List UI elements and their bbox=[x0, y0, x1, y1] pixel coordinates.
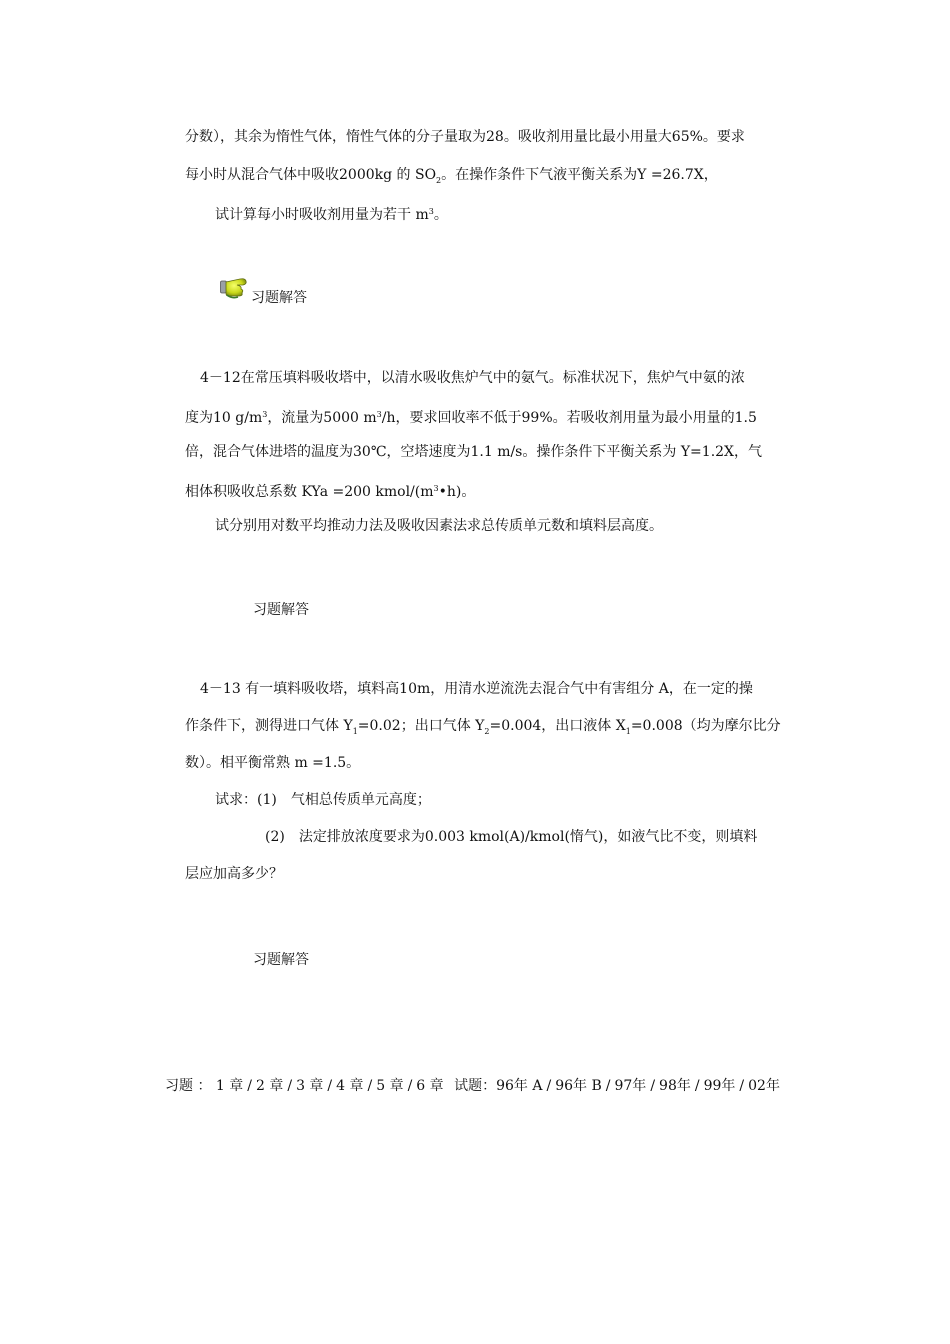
intro-line-2 bbox=[185, 165, 718, 191]
kya-m3-superscript: 3 bbox=[433, 484, 439, 493]
problem-13-line-2-a: 作条件下，测得进口气体 Y bbox=[185, 718, 353, 734]
problem-13-line-4: 试求：(1) 气相总传质单元高度； bbox=[215, 792, 431, 808]
footer-exams-label: 试题： bbox=[454, 1078, 497, 1094]
problem-13-line-3: 数）。相平衡常熟 m =1.5。 bbox=[185, 755, 361, 771]
problem-13-line-2-c: =0.004，出口液体 X bbox=[489, 718, 626, 734]
exam-97-link[interactable]: 97年 bbox=[614, 1078, 647, 1094]
so2-subscript: 2 bbox=[436, 176, 442, 185]
chapter-4-link[interactable]: 4 章 bbox=[336, 1078, 364, 1094]
intro-line-2-text-a: 每小时从混合气体中吸收2000kg 的 SO bbox=[185, 167, 437, 183]
problem-13-line-2-d: =0.008（均为摩尔比分 bbox=[630, 718, 781, 734]
exam-96a-link[interactable]: 96年 A bbox=[496, 1078, 543, 1094]
problem-12-line-4-a: 相体积吸收总系数 KYa =200 kmol/(m bbox=[185, 484, 434, 500]
problem-13-line-2 bbox=[185, 716, 781, 742]
exam-02-link[interactable]: 02年 bbox=[748, 1078, 780, 1094]
chapter-1-link[interactable]: 1 章 bbox=[215, 1078, 244, 1094]
problem-12-line-2-b: ，流量为5000 m bbox=[267, 410, 377, 426]
problem-12-line-4-b: •h)。 bbox=[438, 484, 476, 500]
g-m3-superscript: 3 bbox=[262, 410, 268, 419]
y1-subscript: 1 bbox=[352, 727, 358, 736]
footer-nav: 习题 ： 1 章 / 2 章 / 3 章 / 4 章 / 5 章 / 6 章 试题：96年 A / 96年 B / 97年 / 98年 / 99年 / 02年 bbox=[165, 1078, 780, 1094]
problem-12-line-2-a: 度为10 g/m bbox=[185, 410, 263, 426]
intro-line-3-text-b: 。 bbox=[433, 207, 448, 223]
chapter-6-link[interactable]: 6 章 bbox=[416, 1078, 444, 1094]
problem-12-line-1: 4－12在常压填料吸收塔中，以清水吸收焦炉气中的氨气。标准状况下，焦炉气中氨的浓 bbox=[200, 370, 745, 386]
problem-13-line-5: (2) 法定排放浓度要求为0.003 kmol(A)/kmol(惰气)，如液气比不变，则填料 bbox=[265, 829, 758, 845]
problem-12-line-4 bbox=[185, 479, 475, 502]
intro-line-3-text-a: 试计算每小时吸收剂用量为若干 m bbox=[215, 207, 429, 223]
pointing-hand-icon[interactable] bbox=[220, 275, 250, 301]
answer-link-2[interactable]: 习题解答 bbox=[253, 602, 309, 618]
chapter-3-link[interactable]: 3 章 bbox=[296, 1078, 324, 1094]
problem-12-line-5: 试分别用对数平均推动力法及吸收因素法求总传质单元数和填料层高度。 bbox=[215, 518, 663, 534]
problem-13-line-6: 层应加高多少？ bbox=[185, 866, 283, 882]
problem-13-line-1: 4－13 有一填料吸收塔，填料高10m，用清水逆流洗去混合气中有害组分 A，在一定的操 bbox=[200, 681, 753, 697]
exam-99-link[interactable]: 99年 bbox=[703, 1078, 736, 1094]
problem-12-line-3: 倍，混合气体进塔的温度为30℃，空塔速度为1.1 m/s。操作条件下平衡关系为 Y=1.2X，气 bbox=[185, 444, 763, 460]
problem-12-line-2 bbox=[185, 405, 757, 428]
y2-subscript: 2 bbox=[484, 727, 490, 736]
exam-96b-link[interactable]: 96年 B bbox=[555, 1078, 602, 1094]
footer-exercises-label: 习题 ： bbox=[165, 1078, 212, 1094]
exam-98-link[interactable]: 98年 bbox=[659, 1078, 691, 1094]
problem-13-line-2-b: =0.02；出口气体 Y bbox=[357, 718, 485, 734]
intro-line-2-text-b: 。在操作条件下气液平衡关系为Y =26.7X， bbox=[441, 167, 718, 183]
problem-12-line-2-c: /h，要求回收率不低于99%。若吸收剂用量为最小用量的1.5 bbox=[381, 410, 757, 426]
chapter-2-link[interactable]: 2 章 bbox=[255, 1078, 284, 1094]
chapter-5-link[interactable]: 5 章 bbox=[376, 1078, 404, 1094]
intro-line-1: 分数），其余为惰性气体，惰性气体的分子量取为28。吸收剂用量比最小用量大65%。要求 bbox=[185, 129, 745, 145]
m3-superscript: 3 bbox=[428, 207, 434, 216]
answer-link-3[interactable]: 习题解答 bbox=[253, 952, 309, 968]
flow-m3-superscript: 3 bbox=[376, 410, 382, 419]
answer-link-1[interactable]: 习题解答 bbox=[251, 290, 307, 306]
x1-subscript: 1 bbox=[625, 727, 631, 736]
intro-line-3 bbox=[215, 202, 448, 225]
